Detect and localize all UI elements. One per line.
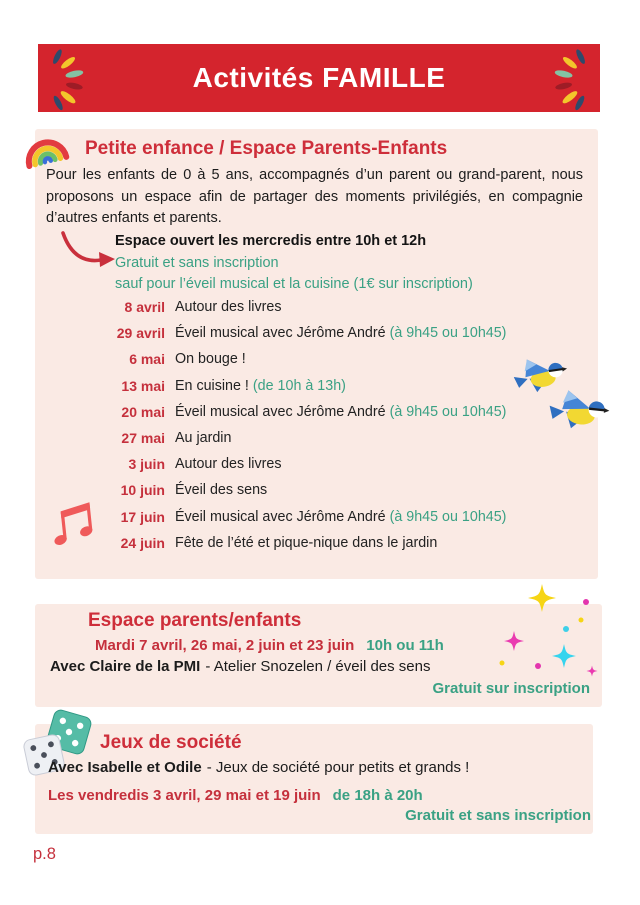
time-text: de 18h à 20h — [332, 787, 423, 804]
registration-note: Gratuit sur inscription — [432, 680, 590, 697]
event-time-note: (à 9h45 ou 10h45) — [389, 508, 507, 525]
schedule-line: Espace ouvert les mercredis entre 10h et 12h — [115, 233, 427, 249]
espace-parents-host-line — [50, 658, 430, 675]
header-banner — [38, 44, 600, 112]
free-note-line1: Gratuit et sans inscription — [115, 255, 279, 271]
event-row — [46, 399, 566, 425]
event-label: Fête de l’été et pique-nique dans le jardin — [175, 534, 438, 551]
event-row — [46, 425, 566, 451]
event-date: 3 juin — [128, 456, 165, 473]
event-time-note: (à 9h45 ou 10h45) — [389, 403, 507, 420]
section-title-espace-parents: Espace parents/enfants — [88, 610, 302, 631]
event-label: En cuisine ! (de 10h à 13h) — [175, 377, 346, 394]
blue-tit-bird-icon — [547, 388, 611, 438]
event-label: Éveil musical avec Jérôme André (à 9h45 ou 10h45) — [175, 403, 507, 420]
event-date: 29 avril — [116, 325, 165, 342]
event-row — [46, 477, 566, 503]
espace-parents-dates-line — [95, 637, 444, 654]
event-date: 27 mai — [121, 429, 165, 446]
events-list — [46, 294, 566, 556]
free-note-line2: sauf pour l’éveil musical et la cuisine (1€ sur inscription) — [115, 276, 473, 292]
host-detail: - Atelier Snozelen / éveil des sens — [205, 658, 431, 675]
host-name: Avec Claire de la PMI — [50, 658, 201, 675]
event-row — [46, 504, 566, 530]
host-detail: - Jeux de société pour petits et grands ! — [206, 759, 470, 776]
curved-arrow-icon — [56, 229, 118, 273]
event-time-note: (de 10h à 13h) — [252, 377, 346, 394]
host-name: Avec Isabelle et Odile — [48, 759, 202, 776]
event-row — [46, 530, 566, 556]
event-row — [46, 320, 566, 346]
page-number: p.8 — [33, 845, 56, 863]
section-title-petite-enfance: Petite enfance / Espace Parents-Enfants — [85, 138, 448, 159]
jeux-host-line — [48, 759, 469, 776]
time-text: 10h ou 11h — [366, 637, 444, 654]
section-title-jeux: Jeux de société — [100, 732, 242, 753]
event-date: 6 mai — [129, 351, 165, 368]
event-date: 13 mai — [121, 377, 165, 394]
event-label: Éveil des sens — [175, 482, 268, 499]
event-label: On bouge ! — [175, 351, 246, 368]
event-row — [46, 373, 566, 399]
event-row — [46, 451, 566, 477]
music-note-icon — [48, 499, 101, 550]
confetti-burst-icon — [42, 46, 100, 112]
confetti-burst-icon — [538, 46, 596, 112]
event-date: 24 juin — [120, 534, 165, 551]
sparkle-stars-icon — [490, 577, 605, 679]
event-label: Éveil musical avec Jérôme André (à 9h45 ou 10h45) — [175, 508, 507, 525]
event-label: Éveil musical avec Jérôme André (à 9h45 ou 10h45) — [175, 325, 507, 342]
event-time-note: (à 9h45 ou 10h45) — [389, 325, 507, 342]
event-date: 20 mai — [121, 403, 165, 420]
event-date: 8 avril — [124, 299, 165, 315]
event-date: 17 juin — [120, 508, 165, 525]
event-row — [46, 294, 566, 320]
event-row — [46, 346, 566, 372]
page-title: Activités FAMILLE — [192, 62, 446, 93]
dates-text: Les vendredis 3 avril, 29 mai et 19 juin — [48, 787, 321, 804]
jeux-dates-line — [48, 787, 423, 804]
intro-paragraph: Pour les enfants de 0 à 5 ans, accompagnés d’un parent ou grand-parent, nous proposons un espace afin de partager des moments privilégiés, en compagnie d’autres enfants et parents. — [46, 167, 583, 226]
event-date: 10 juin — [120, 482, 165, 499]
registration-note: Gratuit et sans inscription — [405, 807, 591, 824]
dates-text: Mardi 7 avril, 26 mai, 2 juin et 23 juin — [95, 637, 355, 654]
event-label: Autour des livres — [175, 299, 282, 315]
event-label: Autour des livres — [175, 456, 282, 473]
event-label: Au jardin — [175, 429, 232, 446]
